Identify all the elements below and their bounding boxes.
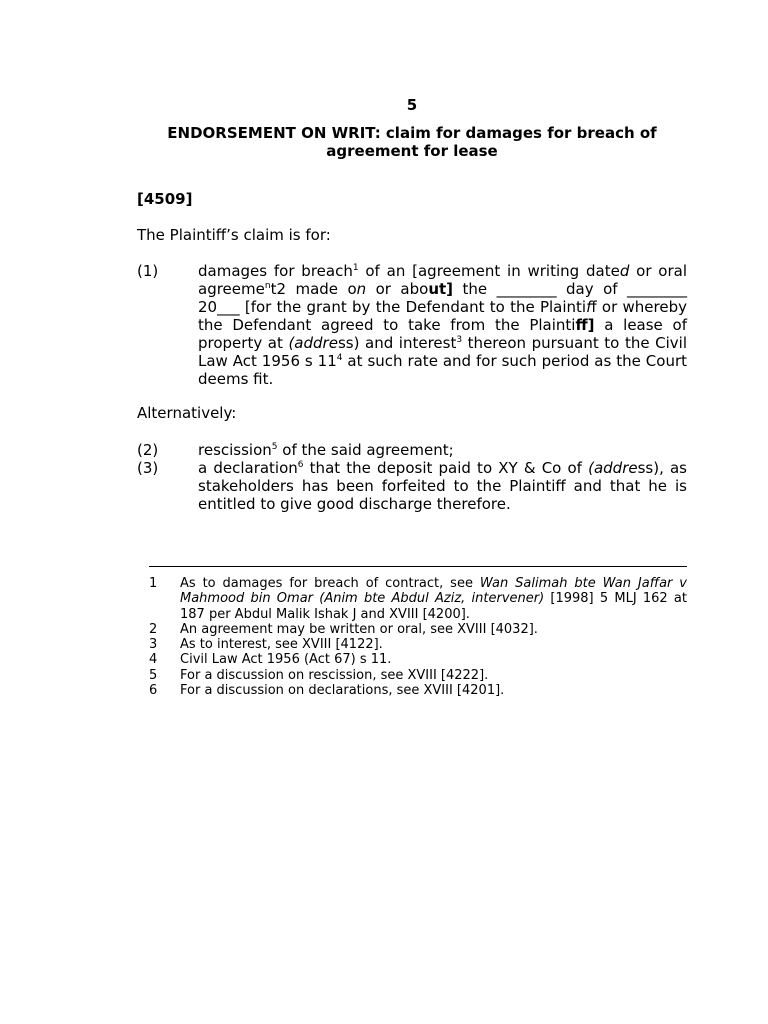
text-run: or abo: [366, 280, 429, 298]
italic-run: f: [586, 298, 592, 316]
text-run: at such rate and for such period as the Court deems fit.: [198, 352, 687, 388]
footnote-ref: 4: [336, 353, 343, 363]
footnote-ref: 3: [456, 335, 463, 345]
italic-run: (addre: [288, 334, 338, 352]
text-run: damages for breach: [198, 262, 353, 280]
footnote-text: As to interest, see XVIII [4122].: [180, 637, 383, 653]
claim-item-text: [198, 459, 687, 513]
claim-item-number: (2): [137, 441, 159, 459]
footnote-text: An agreement may be written or oral, see XVIII [4032].: [180, 621, 538, 637]
text-run: a lease of property at: [198, 316, 687, 352]
footnote-number: 1: [149, 576, 158, 591]
text-run: thereon pursuant to the Civil Law Act 1956 s 11: [198, 334, 687, 370]
page-number: 5: [406, 96, 418, 114]
footnote-5: [149, 668, 687, 683]
bold-run: ut]: [428, 280, 454, 298]
text-run: that the deposit paid to XY & Co of: [303, 459, 589, 477]
footnote-text: [180, 576, 687, 622]
claim-item-2: [137, 441, 687, 459]
text-run: [1998] 5 MLJ 162 at 187 per Abdul Malik Ishak J and XVIII [4200].: [180, 591, 687, 622]
text-run: a declaration: [198, 459, 298, 477]
footnote-number: 3: [149, 637, 158, 653]
claim-item-number: (1): [137, 262, 159, 280]
text-run: ss), as stakeholders has been forfeited to the Plaintiff and that he is entitled to give good discharge therefore.: [198, 459, 687, 513]
text-run: f or whereby the Defendant agreed to take from the Plainti: [198, 298, 687, 334]
text-run: or oral agreeme: [198, 262, 687, 298]
footnote-2: [149, 622, 687, 637]
italic-run: d: [619, 262, 630, 280]
claim-item-3: [137, 459, 687, 513]
text-run: of the said agreement;: [277, 441, 454, 459]
superscript-run: n: [264, 281, 271, 291]
alternatively-heading: Alternatively:: [137, 404, 237, 422]
footnote-3: [149, 637, 687, 652]
italic-run: n: [356, 280, 367, 298]
claim-item-text: [198, 262, 687, 388]
footnote-ref: 5: [271, 442, 278, 452]
footnote-4: [149, 652, 687, 667]
claim-item-1: [137, 262, 687, 388]
footnote-text: For a discussion on declarations, see XVIII [4201].: [180, 683, 505, 699]
bold-run: ff]: [575, 316, 595, 334]
footnote-number: 6: [149, 683, 158, 699]
footnote-number: 4: [149, 652, 158, 668]
document-title: ENDORSEMENT ON WRIT: claim for damages for breach of agreement for lease: [167, 124, 657, 160]
footnote-ref: 1: [352, 263, 359, 273]
footnote-text: For a discussion on rescission, see XVIII [4222].: [180, 667, 489, 683]
footnote-text: Civil Law Act 1956 (Act 67) s 11.: [180, 652, 392, 668]
claim-intro: The Plaintiff’s claim is for:: [137, 226, 331, 244]
text-run: the ________ day of ________ 20___ [for the grant by the Defendant to the Plainti: [198, 280, 687, 316]
footnote-ref: 6: [297, 460, 304, 470]
paragraph-reference: [4509]: [137, 190, 193, 208]
footnote-1: [149, 576, 687, 622]
claim-item-text: [198, 441, 687, 459]
text-run: t2 made o: [270, 280, 357, 298]
italic-run: (addre: [588, 459, 638, 477]
case-name: Wan Salimah bte Wan Jaffar v Mahmood bin Omar (Anim bte Abdul Aziz, intervener): [180, 576, 687, 607]
footnote-6: [149, 683, 687, 698]
footnote-number: 5: [149, 667, 158, 683]
text-run: As to damages for breach of contract, see: [180, 576, 480, 591]
text-run: of an [agreement in writing date: [358, 262, 620, 280]
footnote-divider: [149, 566, 687, 567]
claim-item-number: (3): [137, 459, 159, 477]
footnotes: [149, 576, 687, 698]
text-run: ss) and interest: [337, 334, 457, 352]
text-run: rescission: [198, 441, 272, 459]
footnote-number: 2: [149, 621, 158, 637]
